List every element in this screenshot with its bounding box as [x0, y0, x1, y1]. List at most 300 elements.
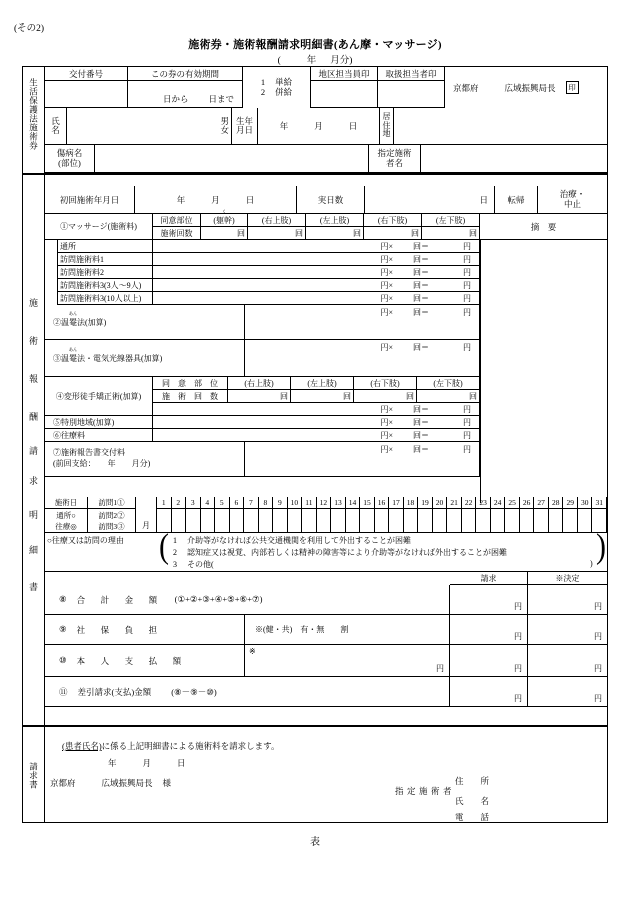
- invoice-patient-name-blank[interactable]: (患者氏名): [62, 741, 102, 751]
- consent-part-header: 同意部位: [153, 214, 201, 227]
- reason-item-2: [173, 559, 214, 570]
- provider-name-header: 指定施術 者名: [369, 145, 421, 173]
- residence-input[interactable]: [394, 108, 607, 145]
- item4-money-times: 円×: [380, 404, 393, 414]
- remarks-header: 摘 要: [480, 214, 607, 240]
- period-month: 月分): [330, 56, 353, 66]
- item1-row-4-money[interactable]: [153, 292, 480, 305]
- money-times-1: 円×: [380, 254, 393, 264]
- count-unit-4: 回: [469, 228, 477, 238]
- item2-money-yen: 円: [463, 308, 471, 317]
- calendar-mark-cell-5[interactable]: [215, 509, 230, 533]
- calendar-mark-cell-10[interactable]: [288, 509, 303, 533]
- amount-row-10-decision[interactable]: [528, 645, 607, 677]
- first-treatment-header: 初回施術年月日: [45, 186, 135, 214]
- calendar-day-header-13: 13: [331, 497, 346, 509]
- birth-year: 年: [279, 121, 289, 131]
- item6-money-times: 円×: [380, 430, 393, 440]
- calendar-mark-cell-28[interactable]: [549, 509, 564, 533]
- calendar-day-header-21: 21: [447, 497, 462, 509]
- amount-claim-header: 請求: [450, 572, 528, 585]
- supply-1-no: 1: [260, 77, 266, 88]
- reason-item-0: [173, 535, 411, 546]
- calendar-day-header-17: 17: [389, 497, 404, 509]
- money-times-2: 円×: [380, 267, 393, 277]
- treatment-count-header: 施術回数: [153, 227, 201, 240]
- calendar-day-header-15: 15: [360, 497, 375, 509]
- residence-header: 居 住 地: [380, 108, 394, 145]
- part-0-ruby: く: [221, 208, 227, 214]
- invoice-address-label: 住 所: [455, 776, 490, 786]
- reason-row: [45, 527, 607, 572]
- reason-item-0-no: 1: [173, 536, 177, 545]
- calendar-day-header-10: 10: [288, 497, 303, 509]
- item2-ruby: あん: [68, 310, 78, 316]
- item1-row-0-label: 通所: [57, 240, 153, 253]
- patient-name-header-text: 氏 名: [51, 115, 60, 135]
- reason-brace-right: ): [596, 527, 606, 566]
- validity-header: この券の有効期間: [128, 67, 243, 81]
- vertical-label-detail-6: 明: [28, 509, 38, 520]
- vertical-label-detail-8: 書: [28, 581, 38, 592]
- amount-row-10-mid[interactable]: [245, 645, 450, 677]
- item1-row-2-money[interactable]: [153, 266, 480, 279]
- part-count-2[interactable]: [306, 227, 364, 240]
- calendar-mark-cell-6[interactable]: [230, 509, 245, 533]
- supply-type-cell[interactable]: [243, 67, 311, 108]
- count-unit-1: 回: [295, 228, 303, 238]
- period-line: [0, 52, 630, 66]
- calendar-day-header-2: 2: [172, 497, 187, 509]
- calendar-mark-cell-3[interactable]: [186, 509, 201, 533]
- item3-money[interactable]: [245, 340, 480, 377]
- item3-post: 法・電気光線器具(加算): [77, 353, 163, 363]
- invoice-addressee-prefecture: 京都府: [50, 778, 76, 788]
- item1-row-3-label: 訪問施術料3(3人～9人): [57, 279, 153, 292]
- item1-row-2-label: 訪問施術料2: [57, 266, 153, 279]
- amount-row-10-label: [45, 645, 245, 677]
- calendar-mark-cell-27[interactable]: [534, 509, 549, 533]
- item2-text: [53, 310, 107, 328]
- amount-row-10-claim[interactable]: [450, 645, 528, 677]
- calendar-mark-cell-21[interactable]: [447, 509, 462, 533]
- ft-year: 年: [176, 194, 186, 205]
- issue-number-input[interactable]: [45, 81, 128, 108]
- money-eq-0: 回＝: [413, 241, 429, 251]
- amount-row-8-text: 合 計 金 額: [76, 594, 161, 605]
- invoice-left-divider: [44, 727, 45, 823]
- invoice-divider: [22, 725, 608, 727]
- vertical-label-detail-2: 報: [28, 373, 38, 384]
- calendar-mark-cell-20[interactable]: [433, 509, 448, 533]
- item4-money-yen: 円: [463, 404, 471, 414]
- item4-part-header-1: (左上肢): [291, 377, 354, 390]
- calendar-mark-cell-15[interactable]: [360, 509, 375, 533]
- reason-label: ○往療又は訪問の理由: [47, 536, 124, 545]
- amount-row-10-decision-yen: 円: [594, 664, 602, 673]
- supply-2-label: 併給: [275, 86, 293, 97]
- invoice-date-month: 月: [142, 758, 152, 768]
- page-footer: 表: [310, 837, 320, 848]
- item5-money-times: 円×: [380, 417, 393, 427]
- reason-item-2-no: 3: [173, 560, 177, 569]
- item7-money[interactable]: [245, 442, 480, 477]
- invoice-provider-label: 指定施術者: [395, 786, 456, 796]
- calendar-day-header-3: 3: [186, 497, 201, 509]
- amount-row-10-mid-mark: ※: [249, 647, 256, 656]
- patient-name-input[interactable]: [67, 108, 232, 145]
- calendar-day-header-1: 1: [157, 497, 172, 509]
- period-open-paren: (: [277, 56, 281, 66]
- amount-row-11-decision-yen: 円: [594, 694, 602, 703]
- reason-item-1-no: 2: [173, 548, 177, 557]
- calendar-day-header-12: 12: [317, 497, 332, 509]
- item7-money-eq: 回＝: [413, 445, 429, 454]
- item4-label: ④変形徒手矯正術(加算): [45, 377, 153, 416]
- calendar-legend-0-0: 施術日: [45, 497, 88, 509]
- item4-part-count-1[interactable]: [291, 390, 354, 403]
- actual-days-unit: 日: [479, 194, 488, 205]
- amount-row-11-claim-yen: 円: [514, 694, 522, 703]
- handler-seal-input[interactable]: [378, 81, 445, 108]
- vertical-label-welfare-ticket: 生活保護法施術券: [28, 78, 39, 150]
- outcome-header[interactable]: 転帰: [495, 186, 538, 214]
- money-yen-3: 円: [463, 280, 471, 290]
- reason-item-1-text[interactable]: 認知症又は視覚、内部若しくは精神の障害等により介助等がなければ外出することが困難: [187, 548, 507, 557]
- calendar-mark-cell-13[interactable]: [331, 509, 346, 533]
- count-unit-0: 回: [237, 228, 245, 238]
- vertical-label-detail-4: 請: [28, 445, 38, 456]
- first-treatment-input[interactable]: [135, 186, 297, 214]
- money-times-0: 円×: [380, 241, 393, 251]
- calendar-day-header-9: 9: [273, 497, 288, 509]
- invoice-addressee: [50, 777, 171, 789]
- calendar-mark-cell-12[interactable]: [317, 509, 332, 533]
- item7-title: ⑦施術報告書交付料: [53, 448, 125, 458]
- validity-to-label: 日まで: [208, 94, 234, 104]
- calendar-day-header-29: 29: [563, 497, 578, 509]
- item6-money-yen: 円: [463, 430, 471, 440]
- money-eq-1: 回＝: [413, 254, 429, 264]
- part-header-3: (右下肢): [364, 214, 422, 227]
- item7-label: [45, 442, 245, 477]
- amount-row-11-decision[interactable]: [528, 677, 607, 707]
- calendar-mark-cell-8[interactable]: [259, 509, 274, 533]
- item6-label: ⑥往療料: [45, 429, 153, 442]
- item4-count-header: 施 術 回 数: [153, 390, 228, 403]
- actual-days-input[interactable]: [365, 186, 495, 214]
- patient-name-header: [45, 108, 67, 145]
- item5-money[interactable]: [153, 416, 480, 429]
- amount-row-8-claim[interactable]: [450, 585, 528, 615]
- calendar-mark-cell-4[interactable]: [201, 509, 216, 533]
- calendar-day-header-25: 25: [505, 497, 520, 509]
- part-count-4[interactable]: [422, 227, 480, 240]
- invoice-date-day: 日: [177, 758, 186, 768]
- calendar-mark-cell-14[interactable]: [346, 509, 361, 533]
- part-header-4: (左下肢): [422, 214, 480, 227]
- item3-money-yen: 円: [463, 343, 471, 352]
- amount-row-9-text: 社 保 負 担: [76, 624, 161, 635]
- calendar-day-header-24: 24: [491, 497, 506, 509]
- item4-count-unit-1: 回: [343, 391, 351, 401]
- issuer-seal-icon: 印: [566, 81, 579, 94]
- vertical-label-detail-7: 細: [28, 544, 38, 555]
- issuer-office: 広域振興局長: [504, 82, 556, 93]
- item4-count-unit-2: 回: [406, 391, 414, 401]
- item2-post: 法(加算): [77, 317, 107, 327]
- money-times-3: 円×: [380, 280, 393, 290]
- calendar-day-header-6: 6: [230, 497, 245, 509]
- reason-brace-left: (: [159, 527, 169, 566]
- amount-row-9-no: ⑨: [59, 624, 67, 634]
- issuer-cell: [445, 67, 607, 108]
- ticket-detail-divider: [22, 173, 608, 175]
- calendar-day-header-7: 7: [244, 497, 259, 509]
- calendar-mark-cell-23[interactable]: [476, 509, 491, 533]
- amount-row-10-no: ⑩: [59, 655, 67, 665]
- validity-from-label: 日から: [162, 94, 189, 104]
- invoice-phone-label: 電 話: [455, 812, 490, 822]
- item4-part-count-2[interactable]: [354, 390, 417, 403]
- item2-money-eq: 回＝: [413, 308, 429, 317]
- disease-header: 傷病名 (部位): [45, 145, 95, 173]
- calendar-month-cell[interactable]: [136, 497, 157, 533]
- calendar-mark-cell-2[interactable]: [172, 509, 187, 533]
- amount-row-8-claim-yen: 円: [514, 602, 522, 611]
- remarks-area[interactable]: [480, 240, 608, 503]
- amount-row-9-decision-yen: 円: [594, 632, 602, 641]
- part-header-1: (右上肢): [248, 214, 306, 227]
- treatment-stop-header[interactable]: 治療・ 中止: [538, 186, 607, 214]
- calendar-mark-cell-7[interactable]: [244, 509, 259, 533]
- birth-date-input[interactable]: [258, 108, 380, 145]
- item4-count-unit-3: 回: [469, 391, 477, 401]
- birth-day: 日: [348, 121, 358, 131]
- calendar-mark-cell-29[interactable]: [563, 509, 578, 533]
- part-count-1[interactable]: [248, 227, 306, 240]
- vertical-label-invoice: 請求書: [28, 761, 39, 789]
- district-seal-header: 地区担当員印: [311, 67, 378, 81]
- calendar-day-header-8: 8: [259, 497, 274, 509]
- issuer-prefecture: 京都府: [453, 82, 479, 93]
- vertical-label-detail-0: 施: [28, 297, 38, 308]
- amount-row-8-decision-yen: 円: [594, 602, 602, 611]
- calendar-day-header-11: 11: [302, 497, 317, 509]
- birth-date-header: 生年 月日: [232, 108, 258, 145]
- actual-days-header: 実日数: [297, 186, 365, 214]
- calendar-day-header-19: 19: [418, 497, 433, 509]
- amount-row-10-text: 本 人 支 払 額: [76, 655, 185, 666]
- calendar-mark-cell-18[interactable]: [404, 509, 419, 533]
- page-title: 施術券・施術報酬請求明細書(あん摩・マッサージ): [188, 39, 442, 51]
- item4-money[interactable]: [153, 403, 480, 416]
- amount-row-8-label: [45, 585, 450, 615]
- part-header-2: (左上肢): [306, 214, 364, 227]
- calendar-day-header-18: 18: [404, 497, 419, 509]
- calendar-day-header-20: 20: [433, 497, 448, 509]
- item4-part-header-0: (右上肢): [228, 377, 291, 390]
- item2-pre: ②温: [53, 317, 69, 327]
- amount-row-9-claim-yen: 円: [514, 632, 522, 641]
- item3-text: [53, 346, 163, 364]
- calendar-day-header-26: 26: [520, 497, 535, 509]
- item3-ruby: あん: [68, 346, 78, 352]
- calendar-legend-2-1: 訪問3③: [88, 521, 136, 533]
- item5-money-eq: 回＝: [413, 417, 429, 427]
- handler-seal-header: 取扱担当者印: [378, 67, 445, 81]
- calendar-legend-1-0: 通所○: [45, 509, 88, 521]
- calendar-day-header-22: 22: [462, 497, 477, 509]
- calendar-mark-cell-9[interactable]: [273, 509, 288, 533]
- item2-money[interactable]: [245, 305, 480, 340]
- gender-choices[interactable]: [220, 117, 229, 135]
- ft-day: 日: [245, 194, 255, 205]
- calendar-mark-cell-24[interactable]: [491, 509, 506, 533]
- amount-row-8-decision[interactable]: [528, 585, 607, 615]
- slip-note: (その2): [14, 24, 45, 34]
- money-eq-2: 回＝: [413, 267, 429, 277]
- count-unit-2: 回: [353, 228, 361, 238]
- period-year: 年: [306, 56, 317, 66]
- vertical-label-detail-3: 酬: [28, 411, 38, 422]
- amount-row-9-label: [45, 615, 245, 645]
- calendar-mark-cell-19[interactable]: [418, 509, 433, 533]
- item4-consent-header: 同 意 部 位: [153, 377, 228, 390]
- amount-row-11-claim[interactable]: [450, 677, 528, 707]
- disease-input[interactable]: [95, 145, 369, 173]
- calendar-day-header-4: 4: [201, 497, 216, 509]
- calendar-mark-cell-26[interactable]: [520, 509, 535, 533]
- item4-part-header-2: (右下肢): [354, 377, 417, 390]
- reason-item-1: [173, 547, 507, 558]
- invoice-date-year: 年: [108, 758, 117, 768]
- item3-kanji: 罨: [69, 353, 77, 363]
- calendar-day-header-31: 31: [592, 497, 607, 509]
- amount-row-10-claim-yen: 円: [514, 664, 522, 673]
- item7-sub[interactable]: (前回支給： 年 月分): [53, 459, 151, 468]
- calendar-legend-1-1: 訪問2②: [88, 509, 136, 521]
- gender-female[interactable]: 女: [220, 125, 229, 135]
- item3-money-eq: 回＝: [413, 343, 429, 352]
- reason-close-paren: ): [590, 559, 593, 568]
- count-unit-3: 回: [411, 228, 419, 238]
- item2-label: [45, 305, 245, 340]
- calendar-mark-cell-11[interactable]: [302, 509, 317, 533]
- item1-row-1-label: 訪問施術料1: [57, 253, 153, 266]
- amount-row-9-claim[interactable]: [450, 615, 528, 645]
- amount-row-11-formula: (⑧－⑨－⑩): [171, 686, 217, 697]
- item4-part-header-3: (左下肢): [417, 377, 480, 390]
- invoice-statement-text: に係る上記明細書による施術料を請求します。: [101, 741, 280, 751]
- item5-label: ⑤特別地域(加算): [45, 416, 153, 429]
- item4-count-unit-0: 回: [280, 391, 288, 401]
- calendar-legend-2-0: 往療◎: [45, 521, 88, 533]
- gender-male[interactable]: 男: [220, 115, 229, 126]
- ft-month: 月: [211, 194, 220, 205]
- money-yen-2: 円: [463, 267, 471, 277]
- item4-money-eq: 回＝: [413, 404, 429, 414]
- money-eq-3: 回＝: [413, 280, 429, 290]
- validity-input[interactable]: [128, 81, 243, 108]
- invoice-statement: [62, 740, 280, 752]
- calendar-day-header-23: 23: [476, 497, 491, 509]
- amount-row-10-mid-yen: 円: [436, 664, 444, 673]
- invoice-date[interactable]: [108, 757, 186, 769]
- item4-part-count-0[interactable]: [228, 390, 291, 403]
- amount-row-11-label: [45, 677, 450, 707]
- calendar-mark-cell-25[interactable]: [505, 509, 520, 533]
- calendar-mark-cell-16[interactable]: [375, 509, 390, 533]
- item6-money[interactable]: [153, 429, 480, 442]
- part-count-3[interactable]: [364, 227, 422, 240]
- supply-1-label: 単給: [275, 77, 293, 88]
- part-header-0: [201, 208, 248, 227]
- invoice-addressee-office: 広域振興局長: [101, 778, 153, 788]
- item1-row-3-money[interactable]: [153, 279, 480, 292]
- item5-money-yen: 円: [463, 417, 471, 427]
- calendar-month-label: 月: [142, 521, 150, 530]
- item1-row-1-money[interactable]: [153, 253, 480, 266]
- item6-money-eq: 回＝: [413, 430, 429, 440]
- money-yen-0: 円: [463, 241, 471, 251]
- money-yen-1: 円: [463, 254, 471, 264]
- invoice-addressee-honorific: 様: [162, 778, 172, 788]
- money-yen-4: 円: [463, 293, 471, 303]
- item1-row-4-label: 訪問施術料3(10人以上): [57, 292, 153, 305]
- reason-item-0-text[interactable]: 介助等がなければ公共交通機関を利用して外出することが困難: [187, 536, 411, 545]
- item3-money-times: 円×: [380, 343, 393, 352]
- calendar-mark-cell-22[interactable]: [462, 509, 477, 533]
- item3-pre: ③温: [53, 353, 69, 363]
- calendar-day-header-14: 14: [346, 497, 361, 509]
- calendar-day-header-30: 30: [578, 497, 593, 509]
- item7-money-yen: 円: [463, 445, 471, 454]
- provider-name-input[interactable]: [421, 145, 607, 173]
- calendar-mark-cell-30[interactable]: [578, 509, 593, 533]
- district-seal-input[interactable]: [311, 81, 378, 108]
- calendar-day-header-16: 16: [375, 497, 390, 509]
- amount-row-11-no: ⑪: [59, 686, 68, 697]
- amount-row-8-no: ⑧: [59, 594, 67, 604]
- amount-row-8-formula: (①+②+③+④+⑤+⑥+⑦): [174, 594, 263, 604]
- money-eq-4: 回＝: [413, 293, 429, 303]
- invoice-name-label: 氏 名: [455, 796, 490, 806]
- calendar-legend-0-1: 訪問1①: [88, 497, 136, 509]
- item4-part-count-3[interactable]: [417, 390, 480, 403]
- calendar-mark-cell-17[interactable]: [389, 509, 404, 533]
- calendar-day-header-5: 5: [215, 497, 230, 509]
- reason-item-2-text[interactable]: その他(: [187, 560, 214, 569]
- part-header-0-text: (躯幹): [213, 215, 235, 225]
- amount-row-9-mid[interactable]: ※(健・共) 有・無 割: [245, 615, 450, 645]
- money-times-4: 円×: [380, 293, 393, 303]
- supply-2-no: 2: [260, 86, 266, 97]
- calendar-day-header-27: 27: [534, 497, 549, 509]
- item1-label: ①マッサージ(施術料): [45, 214, 153, 240]
- issue-number-header: 交付番号: [45, 67, 128, 81]
- amount-row-9-decision[interactable]: [528, 615, 607, 645]
- vertical-label-detail-1: 術: [28, 335, 38, 346]
- birth-month: 月: [314, 121, 323, 131]
- item1-row-0-money[interactable]: [153, 240, 480, 253]
- vertical-label-detail-5: 求: [28, 475, 38, 486]
- part-count-0[interactable]: [201, 227, 248, 240]
- item2-kanji: 罨: [69, 317, 77, 327]
- amount-decision-header: ※決定: [528, 572, 607, 585]
- item3-label: [45, 340, 245, 377]
- item2-money-times: 円×: [380, 308, 393, 317]
